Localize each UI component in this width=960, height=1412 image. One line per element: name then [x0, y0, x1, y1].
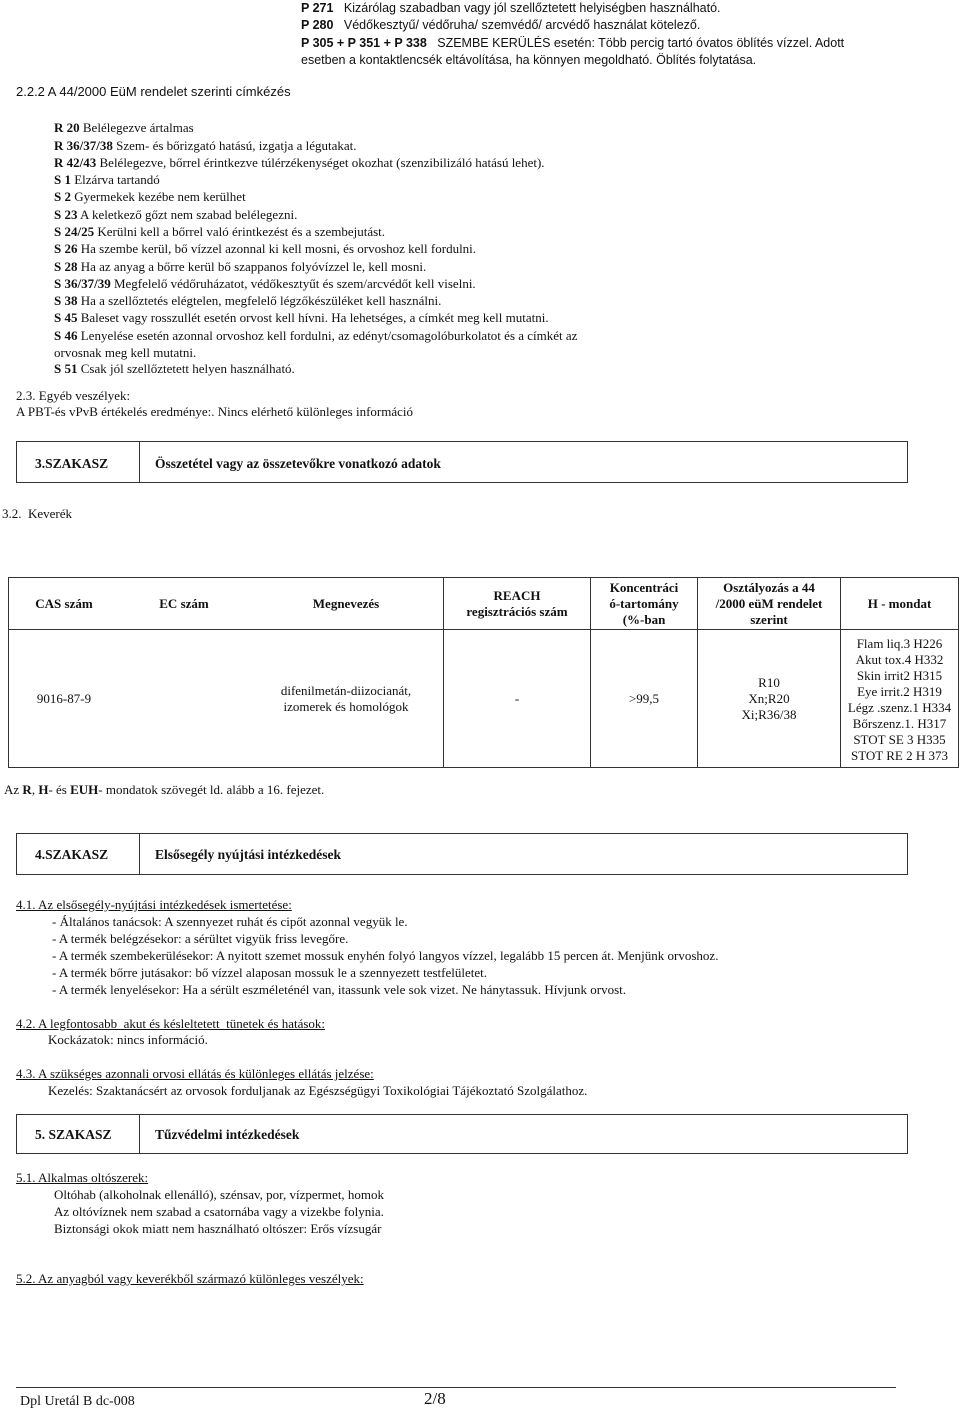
cell-line: Bőrszenz.1. H317: [852, 716, 947, 731]
footer-page-number: 2/8: [424, 1389, 446, 1408]
composition-table: [8, 577, 959, 768]
cell-name: [249, 630, 444, 768]
header-line: (%-ban: [622, 611, 666, 627]
table-header-row: [9, 578, 959, 630]
rs-phrase: [54, 240, 476, 257]
section-number: 5. SZAKASZ: [35, 1127, 112, 1142]
rs-phrase: [54, 360, 295, 377]
footer-divider: [16, 1387, 896, 1388]
phrase-code: S 23: [54, 207, 78, 222]
section-4-2-heading: 4.2. A legfontosabb akut és késleltetett tünetek és hatások:: [16, 1016, 326, 1031]
rs-phrase: [54, 119, 194, 136]
col-classification: [698, 578, 841, 630]
note-part: Az: [4, 782, 23, 797]
phrase-text: Megfelelő védőruházatot, védőkesztyűt és szem/arcvédőt kell viselni.: [113, 276, 476, 291]
section-4-header: [16, 833, 908, 875]
section-title: Összetétel vagy az összetevőkre vonatkozó adatok: [155, 456, 441, 471]
section-number: 3.SZAKASZ: [35, 456, 109, 471]
header-line: REACH: [493, 587, 541, 603]
section-2-3-heading: 2.3. Egyéb veszélyek:: [16, 388, 131, 403]
header-line: Koncentráci: [609, 579, 679, 595]
header-line: /2000 eüM rendelet: [715, 595, 823, 611]
list-item: Oltóhab (alkoholnak ellenálló), szénsav, por, vízpermet, homok: [54, 1187, 385, 1202]
cell-line: Eye irrit.2 H319: [857, 684, 942, 699]
section-4-3-heading: 4.3. A szükséges azonnali orvosi ellátás és különleges ellátás jelzése:: [16, 1066, 374, 1081]
col-concentration: [591, 578, 698, 630]
rs-phrase: [54, 309, 549, 326]
phrase-text: A keletkező gőzt nem szabad belélegezni.: [80, 207, 298, 222]
composition-note: [4, 781, 324, 798]
cell-classification: [698, 630, 841, 768]
cell-line: Légz .szenz.1 H334: [847, 700, 952, 715]
rs-phrase: [54, 188, 246, 205]
rs-phrase: [54, 223, 385, 240]
phrase-text: Baleset vagy rosszullét esetén orvost kell hívni. Ha lehetséges, a címkét meg kell mutatni.: [80, 310, 549, 325]
col-ec: EC szám: [119, 578, 249, 630]
list-item: - A termék belégzésekor: a sérültet vigyük friss levegőre.: [52, 931, 349, 946]
header-line: szerint: [750, 611, 788, 627]
col-reach: [444, 578, 591, 630]
list-item: - A termék bőrre jutásakor: bő vízzel alaposan mossuk le a szennyezett testfelületet.: [52, 965, 487, 980]
rs-phrase: [54, 154, 545, 171]
section-4-3-text: Kezelés: Szaktanácsért az orvosok forduljanak az Egészségügyi Toxikológiai Tájékoztató Szolgálathoz.: [48, 1083, 588, 1098]
phrase-code: S 46: [54, 328, 78, 343]
phrase-code: S 26: [54, 241, 78, 256]
section-number: 4.SZAKASZ: [35, 847, 109, 862]
section-4-2-text: Kockázatok: nincs információ.: [48, 1032, 208, 1047]
pbt-text: A PBT-és vPvB értékelés eredménye:. Nincs elérhető különleges információ: [16, 404, 414, 419]
section-5-2-heading: 5.2. Az anyagból vagy keverékből származó különleges veszélyek:: [16, 1271, 364, 1286]
section-5-1-heading: 5.1. Alkalmas oltószerek:: [16, 1170, 149, 1185]
phrase-text: Belélegezve, bőrrel érintkezve túlérzékenységet okozhat (szenzibilizáló hatású lehet).: [99, 155, 545, 170]
phrase-code: R 36/37/38: [54, 138, 113, 153]
phrase-code: R 42/43: [54, 155, 97, 170]
phrase-text: Elzárva tartandó: [74, 172, 160, 187]
p-statement: P 305 + P 351 + P 338 SZEMBE KERÜLÉS esetén: Több percig tartó óvatos öblítés vízzel. Adott: [301, 36, 845, 50]
header-line: ó-tartomány: [609, 595, 679, 611]
phrase-code: S 1: [54, 172, 71, 187]
cell-cas: 9016-87-9: [9, 630, 120, 768]
section-5-header: [16, 1114, 908, 1154]
rs-phrase: [54, 258, 426, 275]
header-line: regisztrációs szám: [466, 603, 568, 619]
rs-phrase: [54, 171, 160, 188]
phrase-text: Belélegezve ártalmas: [82, 120, 194, 135]
cell-line: izomerek és homológok: [283, 698, 409, 714]
phrase-code: R 20: [54, 120, 80, 135]
divider: [139, 442, 140, 482]
cell-reach: -: [444, 630, 591, 768]
rs-phrase: [54, 327, 577, 344]
cell-line: Skin irrit2 H315: [856, 668, 943, 683]
p-statement: esetben a kontaktlencsék eltávolítása, ha könnyen megoldható. Öblítés folytatása.: [301, 53, 757, 67]
col-cas: CAS szám: [9, 578, 120, 630]
p-statement: P 271 Kizárólag szabadban vagy jól szellőztetett helyiségben használható.: [301, 1, 721, 15]
cell-line: difenilmetán-diizocianát,: [280, 682, 412, 698]
phrase-code: S 51: [54, 361, 78, 376]
header-line: Osztályozás a 44: [723, 579, 815, 595]
phrase-code: S 45: [54, 310, 78, 325]
col-name: Megnevezés: [249, 578, 444, 630]
cell-line: Akut tox.4 H332: [855, 652, 944, 667]
list-item: - A termék lenyelésekor: Ha a sérült eszméleténél van, itassunk vele sok vizet. Ne hánytassuk. Hívjunk orvost.: [52, 982, 627, 997]
extinguishing-media: [54, 1186, 384, 1237]
note-part: ,: [31, 782, 39, 797]
phrase-code: S 36/37/39: [54, 276, 111, 291]
section-title: Elsősegély nyújtási intézkedések: [155, 847, 342, 862]
note-part: R: [22, 782, 32, 797]
cell-line: R10: [758, 674, 780, 690]
phrase-code: S 2: [54, 189, 71, 204]
cell-h-statements: [841, 630, 959, 768]
phrase-text: Kerülni kell a bőrrel való érintkezést és a szembejutást.: [97, 224, 386, 239]
note-part: EUH: [70, 782, 99, 797]
section-title: Tűzvédelmi intézkedések: [155, 1127, 300, 1142]
rs-phrase: [54, 275, 476, 292]
cell-line: Xn;R20: [748, 690, 790, 706]
phrase-text: Ha az anyag a bőrre kerül bő szappanos folyóvízzel le, kell mosni.: [80, 259, 427, 274]
list-item: Biztonsági okok miatt nem használható oltószer: Erős vízsugár: [54, 1221, 382, 1236]
list-item: - Általános tanácsok: A szennyezet ruhát és cipőt azonnal vegyük le.: [52, 914, 408, 929]
rs-phrase: [54, 292, 441, 309]
cell-line: STOT SE 3 H335: [853, 732, 946, 747]
note-part: - és: [48, 782, 71, 797]
p-statement: P 280 Védőkesztyű/ védőruha/ szemvédő/ arcvédő használat kötelező.: [301, 18, 701, 32]
phrase-text: orvosnak meg kell mutatni.: [54, 345, 197, 360]
divider: [139, 834, 140, 874]
first-aid-list: [52, 913, 718, 998]
phrase-text: Ha szembe kerül, bő vízzel azonnal ki kell mosni, és orvoshoz kell fordulni.: [80, 241, 477, 256]
footer-doc-id: Dpl Uretál B dc-008: [20, 1394, 135, 1409]
section-3-2-heading: 3.2. Keverék: [2, 506, 73, 521]
list-item: Az oltóvíznek nem szabad a csatornába vagy a vizekbe folynia.: [54, 1204, 384, 1219]
rs-phrase: [54, 137, 357, 154]
phrase-code: S 24/25: [54, 224, 95, 239]
section-2-2-2-heading: 2.2.2 A 44/2000 EüM rendelet szerinti címkézés: [16, 84, 291, 99]
phrase-code: S 28: [54, 259, 78, 274]
phrase-code: S 38: [54, 293, 78, 308]
col-h-statement: H - mondat: [841, 578, 959, 630]
phrase-text: Szem- és bőrizgató hatású, izgatja a légutakat.: [116, 138, 357, 153]
table-row: [9, 630, 959, 768]
cell-concentration: >99,5: [591, 630, 698, 768]
list-item: - A termék szembekerülésekor: A nyitott szemet mossuk enyhén folyó langyos vízzel, legalább 15 percen át. Menjünk orvoshoz.: [52, 948, 719, 963]
note-part: - mondatok szövegét ld. alább a 16. fejezet.: [98, 782, 325, 797]
cell-line: STOT RE 2 H 373: [850, 748, 949, 763]
phrase-text: Lenyelése esetén azonnal orvoshoz kell fordulni, az edényt/csomagolóburkolatot és a címkét az: [80, 328, 578, 343]
cell-line: Xi;R36/38: [741, 706, 797, 722]
section-4-1-heading: 4.1. Az elsősegély-nyújtási intézkedések ismertetése:: [16, 897, 292, 912]
divider: [139, 1115, 140, 1153]
rs-phrase: [54, 344, 196, 361]
phrase-text: Ha a szellőztetés elégtelen, megfelelő légzőkészüléket kell használni.: [80, 293, 442, 308]
rs-phrase: [54, 206, 297, 223]
cell-ec: [119, 630, 249, 768]
cell-line: Flam liq.3 H226: [856, 636, 943, 651]
phrase-text: Csak jól szellőztetett helyen használható.: [80, 361, 295, 376]
section-3-header: [16, 441, 908, 483]
phrase-text: Gyermekek kezébe nem kerülhet: [74, 189, 246, 204]
note-part: H: [38, 782, 49, 797]
